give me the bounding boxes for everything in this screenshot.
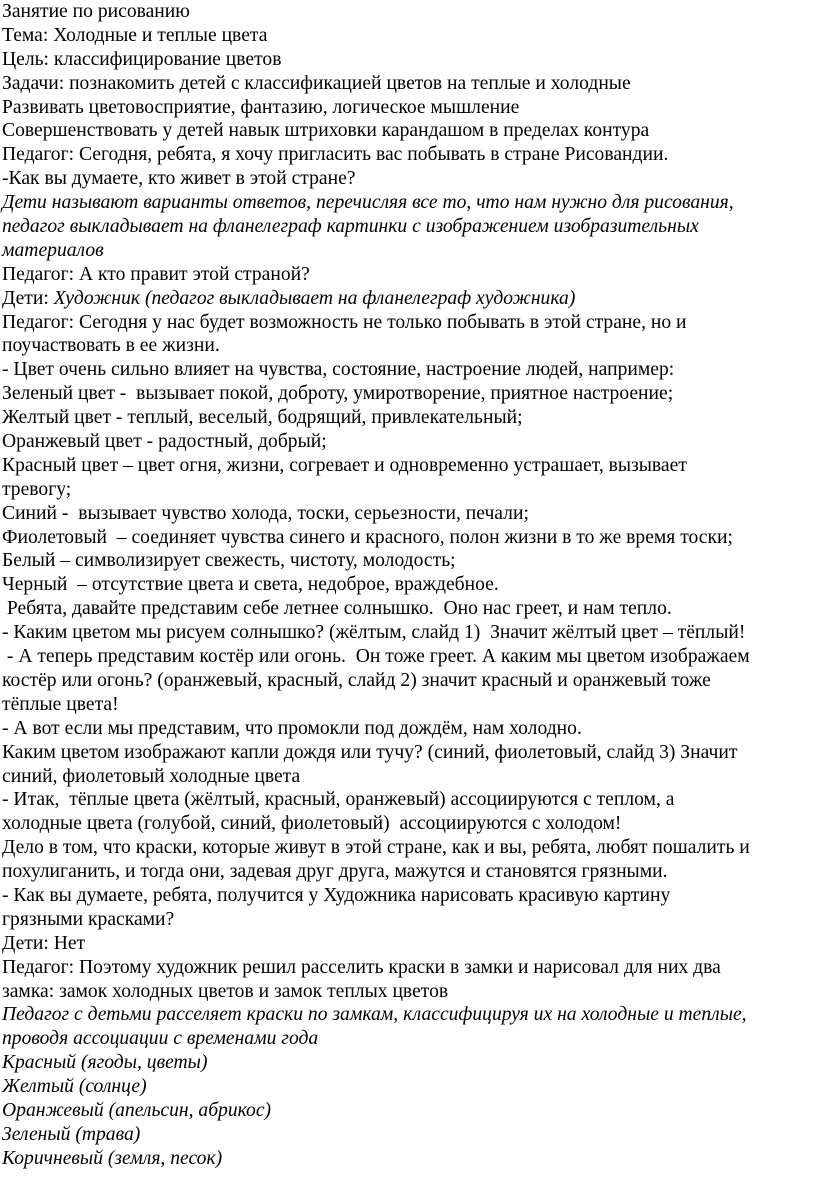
line-text: холодные цвета (голубой, синий, фиолетовый) ассоциируются с холодом! xyxy=(2,813,622,835)
line-text: Синий - вызывает чувство холода, тоски, серьезности, печали; xyxy=(2,502,529,524)
text-line xyxy=(2,0,814,24)
line-text: замка: замок холодных цветов и замок теплых цветов xyxy=(2,980,449,1002)
line-italic-text: материалов xyxy=(2,239,104,261)
text-line xyxy=(2,717,814,741)
line-text: Цель: классифицирование цветов xyxy=(2,48,282,70)
text-line xyxy=(2,980,814,1004)
line-text: Совершенствовать у детей навык штриховки карандашом в пределах контура xyxy=(2,120,650,142)
line-text: Желтый цвет - теплый, веселый, бодрящий, привлекательный; xyxy=(2,407,523,429)
line-text: Каким цветом изображают капли дождя или тучу? (синий, фиолетовый, слайд 3) Значит xyxy=(2,741,738,763)
line-italic-text: педагог выкладывает на фланелеграф картинки с изображением изобразительных xyxy=(2,216,699,238)
line-text: похулиганить, и тогда они, задевая друг друга, мажутся и становятся грязными. xyxy=(2,861,668,883)
text-line xyxy=(2,334,814,358)
line-text: тревогу; xyxy=(2,478,72,500)
line-text: Дети: xyxy=(2,287,54,309)
line-text: - А теперь представим костёр или огонь. Он тоже греет. А каким мы цветом изображаем xyxy=(2,646,750,668)
text-line xyxy=(2,597,814,621)
text-line xyxy=(2,788,814,812)
line-text: Фиолетовый – соединяет чувства синего и красного, полон жизни в то же время тоски; xyxy=(2,526,733,548)
line-text: грязными красками? xyxy=(2,908,175,930)
line-text: Педагог: А кто правит этой страной? xyxy=(2,263,310,285)
line-text: - Цвет очень сильно влияет на чувства, состояние, настроение людей, например: xyxy=(2,359,675,381)
text-line xyxy=(2,406,814,430)
text-line xyxy=(2,502,814,526)
text-line xyxy=(2,908,814,932)
text-line xyxy=(2,215,814,239)
text-line xyxy=(2,358,814,382)
text-line xyxy=(2,765,814,789)
line-italic-text: Дети называют варианты ответов, перечисляя все то, что нам нужно для рисования, xyxy=(2,192,734,214)
line-text: Ребята, давайте представим себе летнее солнышко. Оно нас греет, и нам тепло. xyxy=(2,598,672,620)
text-line xyxy=(2,48,814,72)
line-text: Зеленый цвет - вызывает покой, доброту, умиротворение, приятное настроение; xyxy=(2,383,674,405)
line-text: Черный – отсутствие цвета и света, недоброе, враждебное. xyxy=(2,574,499,596)
text-line xyxy=(2,956,814,980)
text-line xyxy=(2,932,814,956)
text-line xyxy=(2,119,814,143)
line-text: поучаствовать в ее жизни. xyxy=(2,335,220,357)
line-text: Красный цвет – цвет огня, жизни, согревает и одновременно устрашает, вызывает xyxy=(2,454,687,476)
line-italic-text: Педагог с детьми расселяет краски по замкам, классифицируя их на холодные и теплые, xyxy=(2,1004,747,1026)
line-text: Тема: Холодные и теплые цвета xyxy=(2,24,268,46)
text-line xyxy=(2,454,814,478)
text-line xyxy=(2,860,814,884)
line-italic-text: Желтый (солнце) xyxy=(2,1076,147,1098)
text-line xyxy=(2,741,814,765)
text-line xyxy=(2,287,814,311)
text-line xyxy=(2,263,814,287)
line-text: Занятие по рисованию xyxy=(2,1,190,22)
line-text: тёплые цвета! xyxy=(2,693,119,715)
line-text: Белый – символизирует свежесть, чистоту, молодость; xyxy=(2,550,456,572)
text-line xyxy=(2,621,814,645)
line-italic-text: Коричневый (земля, песок) xyxy=(2,1147,223,1169)
text-line xyxy=(2,478,814,502)
line-italic-text: Зеленый (трава) xyxy=(2,1123,141,1145)
line-italic-text: Оранжевый (апельсин, абрикос) xyxy=(2,1099,272,1121)
line-italic-text: проводя ассоциации с временами года xyxy=(2,1028,319,1050)
text-line xyxy=(2,836,814,860)
text-line xyxy=(2,812,814,836)
line-text: Дети: Нет xyxy=(2,932,86,954)
text-line xyxy=(2,526,814,550)
line-text: синий, фиолетовый холодные цвета xyxy=(2,765,301,787)
text-line xyxy=(2,549,814,573)
line-text: - Каким цветом мы рисуем солнышко? (жёлтым, слайд 1) Значит жёлтый цвет – тёплый! xyxy=(2,622,746,644)
text-line xyxy=(2,430,814,454)
line-text: Дело в том, что краски, которые живут в этой стране, как и вы, ребята, любят пошалить и xyxy=(2,837,750,859)
text-line xyxy=(2,693,814,717)
line-text: - Как вы думаете, ребята, получится у Художника нарисовать красивую картину xyxy=(2,884,671,906)
text-line xyxy=(2,1099,814,1123)
text-line xyxy=(2,167,814,191)
text-line xyxy=(2,382,814,406)
line-text: Оранжевый цвет - радостный, добрый; xyxy=(2,431,327,453)
line-italic-text: Художник (педагог выкладывает на фланелеграф художника) xyxy=(53,287,576,309)
text-line xyxy=(2,1075,814,1099)
text-line xyxy=(2,239,814,263)
text-line xyxy=(2,24,814,48)
text-line xyxy=(2,1051,814,1075)
text-line xyxy=(2,1147,814,1171)
text-line xyxy=(2,143,814,167)
text-line xyxy=(2,1003,814,1027)
document-body xyxy=(2,0,814,1171)
line-text: -Как вы думаете, кто живет в этой стране? xyxy=(2,168,356,190)
text-line xyxy=(2,311,814,335)
line-text: Педагог: Сегодня у нас будет возможность не только побывать в этой стране, но и xyxy=(2,311,687,333)
line-text: Педагог: Поэтому художник решил расселить краски в замки и нарисовал для них два xyxy=(2,956,721,978)
line-text: Развивать цветовосприятие, фантазию, логическое мышление xyxy=(2,96,520,118)
text-line xyxy=(2,1027,814,1051)
text-line xyxy=(2,1123,814,1147)
line-text: - А вот если мы представим, что промокли под дождём, нам холодно. xyxy=(2,717,582,739)
text-line xyxy=(2,72,814,96)
text-line xyxy=(2,884,814,908)
text-line xyxy=(2,96,814,120)
text-line xyxy=(2,645,814,669)
text-line xyxy=(2,191,814,215)
line-text: костёр или огонь? (оранжевый, красный, слайд 2) значит красный и оранжевый тоже xyxy=(2,669,711,691)
line-italic-text: Красный (ягоды, цветы) xyxy=(2,1052,208,1074)
line-text: Педагог: Сегодня, ребята, я хочу пригласить вас побывать в стране Рисовандии. xyxy=(2,144,669,166)
line-text: - Итак, тёплые цвета (жёлтый, красный, оранжевый) ассоциируются с теплом, а xyxy=(2,789,675,811)
text-line xyxy=(2,669,814,693)
line-text: Задачи: познакомить детей с классификацией цветов на теплые и холодные xyxy=(2,72,631,94)
text-line xyxy=(2,573,814,597)
